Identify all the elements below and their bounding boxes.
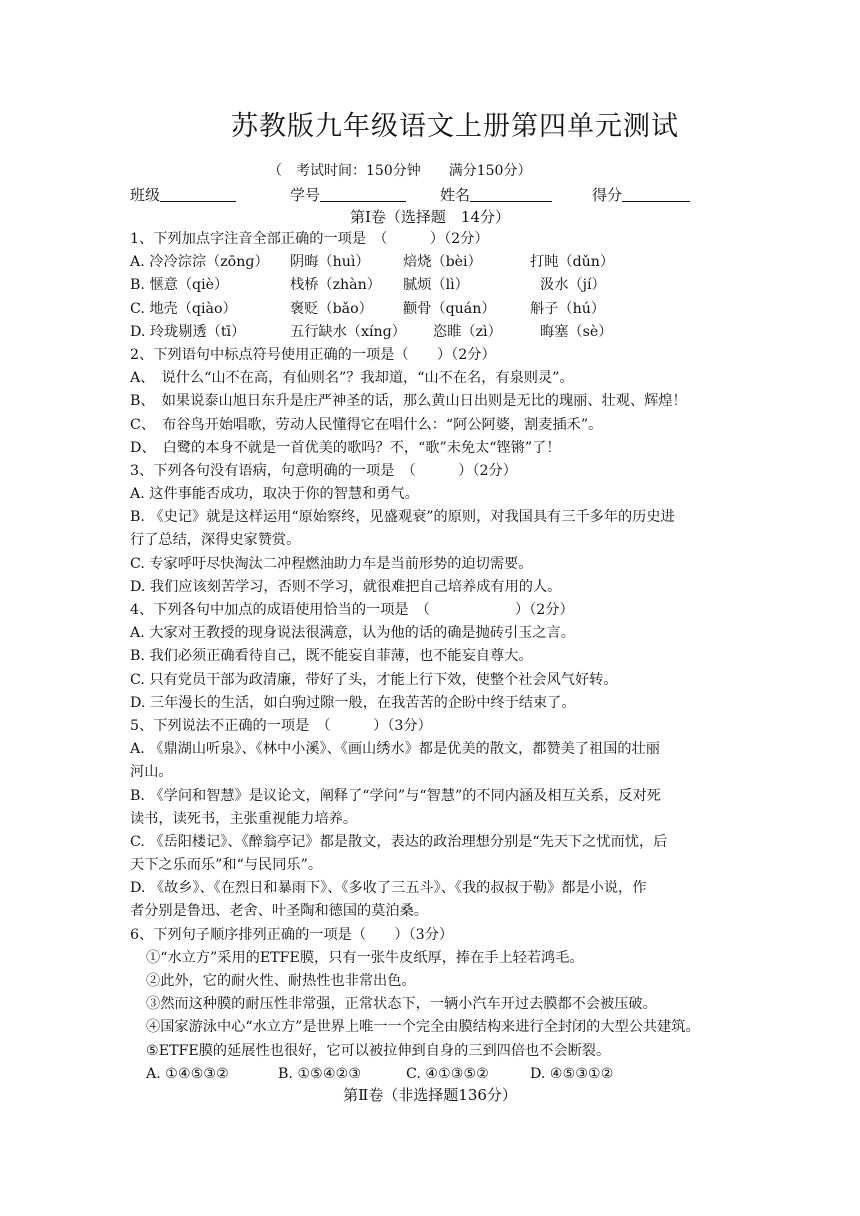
q4-option-c: C. 只有党员干部为政清廉，带好了头，才能上行下效，使整个社会风气好转。 [130,671,618,688]
question-body [130,228,735,1086]
document-title: 苏教版九年级语文上册第四单元测试 [231,111,679,142]
q3-option-a: A. 这件事能否成功，取决于你的智慧和勇气。 [130,486,419,503]
score-blank [622,187,690,202]
q6-options: A. ①④⑤③② B. ①⑤④②③ C. ④①③⑤② D. ④⑤③①② [146,1065,614,1082]
section-one-heading: 第Ⅰ卷（选择题 14分） [349,208,510,226]
q3-option-c: C. 专家呼吁尽快淘汰二冲程燃油助力车是当前形势的迫切需要。 [130,555,533,572]
q3-stem: 3、下列各句没有语病，句意明确的一项是 （ ）（2分） [130,462,517,479]
q6-sentence-1: ①“水立方”采用的ETFE膜，只有一张牛皮纸厚，捧在手上轻若鸿毛。 [146,949,584,966]
section-two-heading: 第Ⅱ卷（非选择题136分） [343,1086,517,1104]
class-blank [160,187,236,202]
q3-option-d: D. 我们应该刻苦学习，否则不学习，就很难把自己培养成有用的人。 [130,578,562,595]
q2-stem: 2、下列语句中标点符号使用正确的一项是（ ）（2分） [130,346,496,363]
q1-option-c: C. 地壳（qiào） 褒贬（bǎo） 颧骨（quán） 斛子（hú） [130,300,606,317]
q5-option-b-cont: 读书，读死书，主张重视能力培养。 [130,810,358,827]
student-id-field [290,184,406,205]
q5-option-c-cont: 天下之乐而乐”和“与民同乐”。 [130,857,323,874]
class-field [130,184,236,205]
q5-option-d-cont: 者分别是鲁迅、老舍、叶圣陶和德国的莫泊桑。 [130,903,428,920]
q5-option-a: A. 《鼎湖山听泉》、《林中小溪》、《画山绣水》都是优美的散文，都赞美了祖国的壮丽 [130,741,660,758]
student-id-blank [320,187,406,202]
q6-sentence-5: ⑤ETFE膜的延展性也很好，它可以被拉伸到自身的三到四倍也不会断裂。 [146,1042,611,1059]
score-field [592,184,690,205]
q2-option-c: C、 布谷鸟开始唱歌，劳动人民懂得它在唱什么：“阿公阿婆，割麦插禾”。 [130,416,603,433]
q5-stem: 5、下列说法不正确的一项是 （ ）（3分） [130,717,432,734]
q5-option-a-cont: 河山。 [130,764,173,781]
q1-stem: 1、下列加点字注音全部正确的一项是 （ ）（2分） [130,231,489,247]
exam-info: （ 考试时间：150分钟 满分150分） [268,163,532,179]
q6-stem: 6、下列句子顺序排列正确的一项是（ ）（3分） [130,926,454,943]
q2-option-a: A、 说什么“山不在高，有仙则名”？我却道，“山不在名，有泉则灵”。 [130,370,574,387]
q5-option-d: D. 《故乡》、《在烈日和暴雨下》、《多收了三五斗》、《我的叔叔于勒》都是小说，作 [130,880,647,897]
name-field [440,184,552,205]
student-id-label: 学号 [290,186,321,204]
q1-option-b: B. 惬意（qiè） 栈桥（zhàn） 腻烦（lì） 汲水（jí） [130,277,606,294]
q3-option-b: B. 《史记》就是这样运用“原始察终，见盛观衰”的原则，对我国具有三千多年的历史进 [130,509,675,526]
q4-option-a: A. 大家对王教授的现身说法很满意，认为他的话的确是抛砖引玉之言。 [130,625,575,642]
q2-option-d: D、 白鹭的本身不就是一首优美的歌吗？不，“歌”未免太“铿锵”了！ [130,439,561,456]
q3-option-b-cont: 行了总结，深得史家赞赏。 [130,532,301,549]
q6-sentence-4: ④国家游泳中心“水立方”是世界上唯一一个完全由膜结构来进行全封闭的大型公共建筑。 [146,1019,700,1036]
q2-option-b: B、 如果说泰山旭日东升是庄严神圣的话，那么黄山日出则是无比的瑰丽、壮观、辉煌！ [130,393,687,410]
q6-sentence-2: ②此外，它的耐火性、耐热性也非常出色。 [146,973,416,989]
q4-option-d: D. 三年漫长的生活，如白驹过隙一般，在我苦苦的企盼中终于结束了。 [130,694,576,711]
name-label: 姓名 [440,186,471,204]
q5-option-c: C. 《岳阳楼记》、《醉翁亭记》都是散文，表达的政治理想分别是“先天下之忧而忧，后 [130,833,668,850]
name-blank [470,187,552,202]
q5-option-b: B. 《学问和智慧》是议论文，阐释了“学问”与“智慧”的不同内涵及相互关系，反对死 [130,787,661,804]
class-label: 班级 [130,186,161,204]
q4-stem: 4、下列各句中加点的成语使用恰当的一项是 （ ）（2分） [130,602,574,618]
q1-option-d: D. 玲珑剔透（tī） 五行缺水（xínɡ） 恣睢（zì） 晦塞（sè） [130,323,613,340]
q6-sentence-3: ③然而这种膜的耐压性非常强，正常状态下，一辆小汽车开过去膜都不会被压破。 [146,996,657,1013]
q4-option-b: B. 我们必须正确看待自己，既不能妄自菲薄，也不能妄自尊大。 [130,648,533,665]
score-label: 得分 [592,186,623,204]
q1-option-a: A. 冷冷淙淙（zōnɡ） 阴晦（huì） 焙烧（bèi） 打盹（dǔn） [130,254,615,271]
